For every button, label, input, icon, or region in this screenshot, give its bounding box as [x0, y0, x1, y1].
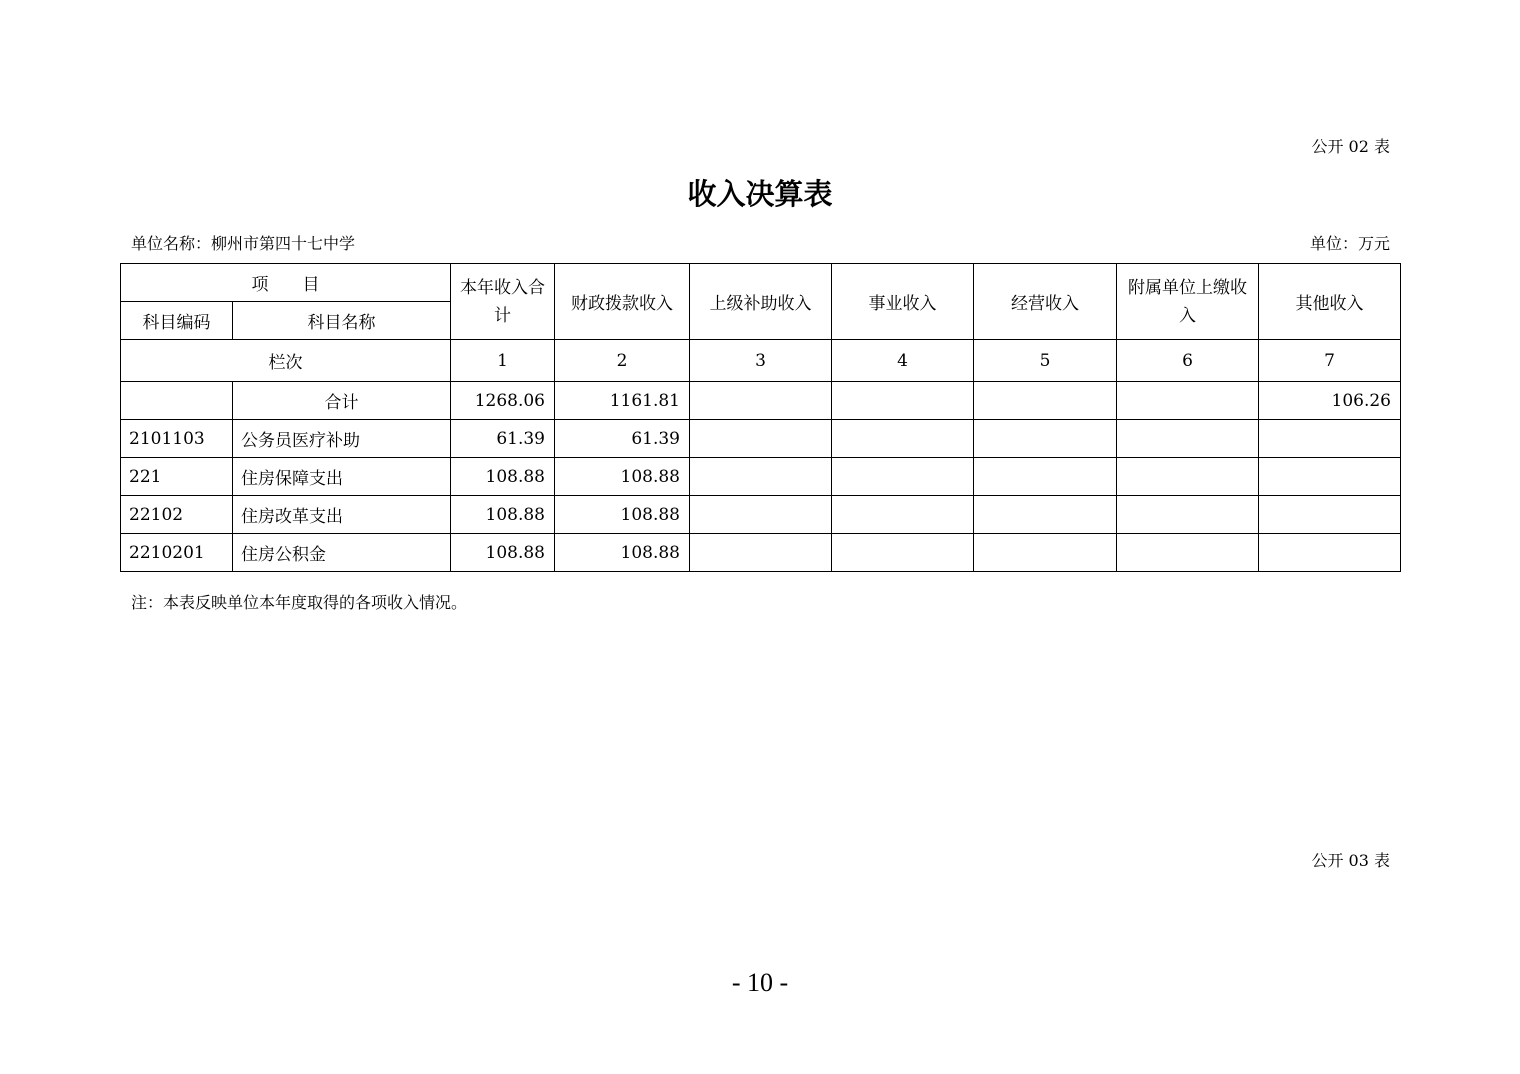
table-footnote: 注：本表反映单位本年度取得的各项收入情况。 [131, 593, 468, 612]
cell-other [1259, 496, 1401, 534]
cell-name: 住房改革支出 [233, 496, 451, 534]
cell-superior [690, 382, 832, 420]
cell-superior [690, 534, 832, 572]
column-number: 1 [451, 340, 555, 382]
cell-total: 108.88 [451, 496, 555, 534]
form-number-bottom: 公开 03 表 [1311, 851, 1390, 870]
cell-affiliated [1117, 382, 1259, 420]
cell-code: 2210201 [121, 534, 233, 572]
cell-operating [974, 534, 1117, 572]
cell-code [121, 382, 233, 420]
cell-operating [974, 420, 1117, 458]
table-row [121, 496, 1401, 534]
unit-name-label: 单位名称：柳州市第四十七中学 [131, 234, 356, 253]
cell-name: 住房保障支出 [233, 458, 451, 496]
column-number-label: 栏次 [121, 340, 451, 382]
header-total-income: 本年收入合计 [451, 264, 555, 340]
income-statement-table [120, 263, 1401, 572]
header-superior-subsidy: 上级补助收入 [690, 264, 832, 340]
header-business-income: 事业收入 [832, 264, 974, 340]
cell-name: 公务员医疗补助 [233, 420, 451, 458]
cell-total: 108.88 [451, 458, 555, 496]
header-fiscal-income: 财政拨款收入 [555, 264, 690, 340]
cell-name: 合计 [233, 382, 451, 420]
cell-code: 22102 [121, 496, 233, 534]
cell-business [832, 534, 974, 572]
cell-fiscal: 61.39 [555, 420, 690, 458]
header-operating-income: 经营收入 [974, 264, 1117, 340]
page-title: 收入决算表 [687, 177, 833, 211]
cell-other [1259, 420, 1401, 458]
cell-operating [974, 458, 1117, 496]
cell-business [832, 496, 974, 534]
cell-fiscal: 108.88 [555, 534, 690, 572]
cell-code: 221 [121, 458, 233, 496]
cell-superior [690, 420, 832, 458]
page-number: - 10 - [731, 968, 789, 997]
table-row-total [121, 382, 1401, 420]
column-number: 5 [974, 340, 1117, 382]
cell-operating [974, 496, 1117, 534]
column-number-row [121, 340, 1401, 382]
cell-other: 106.26 [1259, 382, 1401, 420]
cell-total: 108.88 [451, 534, 555, 572]
header-item: 项 目 [121, 264, 451, 302]
cell-business [832, 382, 974, 420]
header-subject-code: 科目编码 [121, 302, 233, 340]
table-row [121, 420, 1401, 458]
header-other-income: 其他收入 [1259, 264, 1401, 340]
cell-total: 61.39 [451, 420, 555, 458]
cell-fiscal: 1161.81 [555, 382, 690, 420]
column-number: 7 [1259, 340, 1401, 382]
table-header-row [121, 264, 1401, 302]
cell-business [832, 458, 974, 496]
cell-superior [690, 458, 832, 496]
cell-code: 2101103 [121, 420, 233, 458]
cell-affiliated [1117, 420, 1259, 458]
cell-affiliated [1117, 534, 1259, 572]
cell-affiliated [1117, 458, 1259, 496]
cell-total: 1268.06 [451, 382, 555, 420]
column-number: 6 [1117, 340, 1259, 382]
table-row [121, 534, 1401, 572]
table-row [121, 458, 1401, 496]
column-number: 2 [555, 340, 690, 382]
column-number: 4 [832, 340, 974, 382]
cell-fiscal: 108.88 [555, 458, 690, 496]
cell-affiliated [1117, 496, 1259, 534]
unit-currency-label: 单位：万元 [1309, 234, 1390, 253]
cell-superior [690, 496, 832, 534]
cell-business [832, 420, 974, 458]
column-number: 3 [690, 340, 832, 382]
cell-other [1259, 534, 1401, 572]
header-subject-name: 科目名称 [233, 302, 451, 340]
cell-fiscal: 108.88 [555, 496, 690, 534]
form-number-top: 公开 02 表 [1311, 137, 1390, 156]
header-affiliated-income: 附属单位上缴收入 [1117, 264, 1259, 340]
cell-operating [974, 382, 1117, 420]
cell-name: 住房公积金 [233, 534, 451, 572]
cell-other [1259, 458, 1401, 496]
